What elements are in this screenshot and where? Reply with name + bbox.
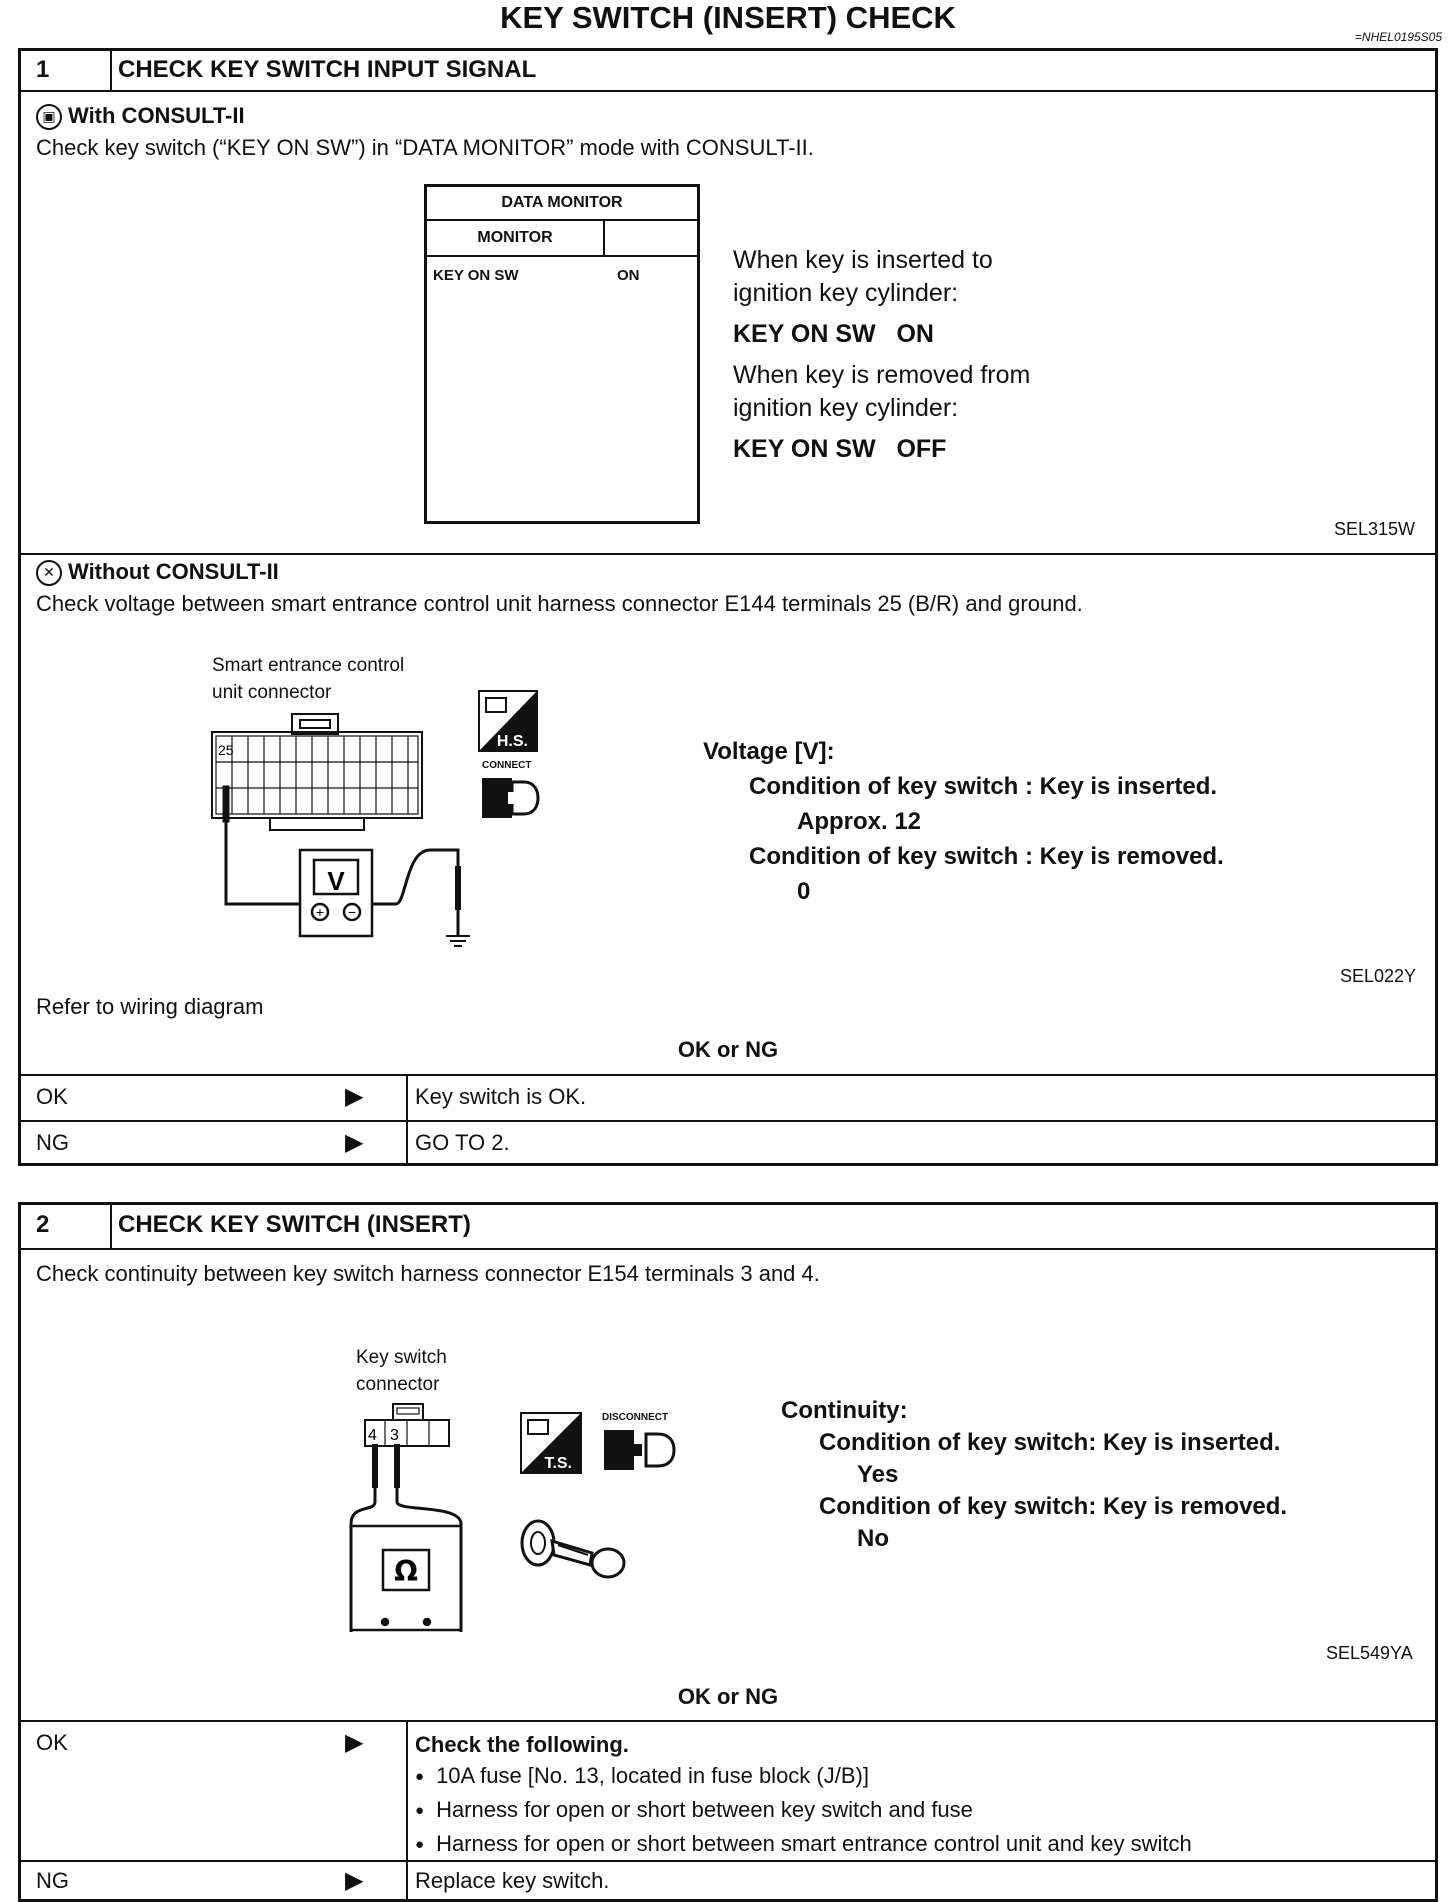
disconnect-icon	[600, 1424, 682, 1476]
figure-code-2: SEL022Y	[1340, 966, 1417, 986]
step1-ok-arrow-icon: ▶	[345, 1083, 364, 1110]
continuity-cond1: Condition of key switch: Key is inserted.	[819, 1429, 1281, 1456]
step1-ok-ng: OK or NG	[677, 1037, 779, 1062]
key-icon	[518, 1515, 638, 1585]
smart-connector-icon	[212, 714, 422, 830]
step2-ok-list	[415, 1760, 1192, 1862]
voltage-val1: Approx. 12	[797, 808, 922, 835]
with-consult-heading	[36, 103, 245, 130]
with-consult-label: With CONSULT-II	[68, 103, 245, 128]
terminal-3: 3	[390, 1427, 399, 1444]
step2-ok-actions	[415, 1730, 1192, 1862]
voltage-cond2: Condition of key switch : Key is removed.	[749, 843, 1224, 870]
probe-positive	[223, 786, 300, 904]
key-connector-label-1: Key switch	[356, 1347, 447, 1368]
document-id: =NHEL0195S05	[1354, 30, 1442, 44]
step1-ok-action: Key switch is OK.	[415, 1084, 587, 1109]
key-switch-connector-icon	[365, 1404, 449, 1446]
page-title: KEY SWITCH (INSERT) CHECK	[500, 0, 956, 35]
consult-result1: KEY ON SW ON	[733, 320, 934, 348]
consult-result2: KEY ON SW OFF	[733, 435, 947, 463]
step1-ng-action[interactable]: GO TO 2.	[415, 1130, 510, 1155]
step2-title: CHECK KEY SWITCH (INSERT)	[118, 1211, 471, 1238]
step2-instruction: Check continuity between key switch harness connector E154 terminals 3 and 4.	[36, 1261, 820, 1286]
step1-ok-label: OK	[36, 1084, 68, 1109]
hs-icon	[478, 690, 538, 752]
consult-icon: ▣	[36, 104, 62, 130]
list-item: ● 10A fuse [No. 13, located in fuse block (J/B)]	[415, 1760, 1192, 1794]
key-connector-label-2: connector	[356, 1374, 440, 1395]
svg-text:T.S.: T.S.	[544, 1455, 572, 1472]
svg-text:+: +	[315, 904, 325, 920]
figure-code-1: SEL315W	[1334, 519, 1416, 539]
continuity-val1: Yes	[857, 1461, 899, 1488]
terminal-4: 4	[368, 1427, 377, 1444]
step1-number: 1	[36, 56, 50, 83]
step2-ng-action: Replace key switch.	[415, 1868, 610, 1893]
list-item: ● Harness for open or short between key switch and fuse	[415, 1794, 1192, 1828]
step2-ok-ng: OK or NG	[677, 1684, 779, 1709]
ts-icon	[520, 1412, 582, 1474]
svg-text:H.S.: H.S.	[496, 733, 528, 750]
disconnect-label: DISCONNECT	[602, 1412, 669, 1423]
ohmmeter-symbol: Ω	[394, 1555, 418, 1588]
connector-label-1: Smart entrance control	[212, 655, 405, 676]
continuity-val2: No	[857, 1525, 889, 1552]
step2-ok-label: OK	[36, 1730, 68, 1755]
continuity-diagram	[345, 1400, 485, 1640]
consult-cond2b: ignition key cylinder:	[733, 394, 959, 422]
step2-ok-heading: Check the following.	[415, 1732, 629, 1757]
step2-number: 2	[36, 1211, 50, 1238]
step2-ok-arrow-icon: ▶	[345, 1729, 364, 1756]
screen-header: DATA MONITOR	[427, 187, 697, 221]
consult-cond1: When key is inserted to	[733, 246, 993, 274]
screen-item-label: KEY ON SW	[433, 267, 519, 284]
consult-cond2: When key is removed from	[733, 361, 1031, 389]
svg-text:−: −	[347, 904, 357, 920]
figure-code-3: SEL549YA	[1326, 1643, 1413, 1663]
step2-ng-arrow-icon: ▶	[345, 1867, 364, 1894]
voltmeter-symbol: V	[327, 866, 345, 896]
list-item: ● Harness for open or short between smart entrance control unit and key switch	[415, 1828, 1192, 1862]
with-consult-instruction: Check key switch (“KEY ON SW”) in “DATA MONITOR” mode with CONSULT-II.	[36, 135, 814, 160]
consult-screen	[424, 184, 700, 524]
voltage-heading: Voltage [V]:	[703, 738, 835, 765]
without-consult-heading	[36, 559, 279, 586]
no-consult-icon: ✕	[36, 560, 62, 586]
step2-ng-label: NG	[36, 1868, 69, 1893]
probe-leads	[351, 1444, 461, 1632]
step1-ng-label: NG	[36, 1130, 69, 1155]
connect-icon	[478, 772, 544, 824]
terminal-25: 25	[218, 742, 234, 758]
voltage-val2: 0	[797, 878, 811, 905]
connector-label-2: unit connector	[212, 682, 332, 703]
consult-cond1b: ignition key cylinder:	[733, 279, 959, 307]
continuity-cond2: Condition of key switch: Key is removed.	[819, 1493, 1288, 1520]
voltage-diagram	[200, 710, 490, 950]
step1-title: CHECK KEY SWITCH INPUT SIGNAL	[118, 56, 537, 83]
refer-wiring-link[interactable]: Refer to wiring diagram	[36, 994, 264, 1019]
without-consult-instruction: Check voltage between smart entrance control unit harness connector E144 terminals 25 (B/R) and ground.	[36, 591, 1083, 616]
continuity-heading: Continuity:	[781, 1397, 908, 1424]
voltage-cond1: Condition of key switch : Key is inserted.	[749, 773, 1218, 800]
connect-label: CONNECT	[482, 760, 532, 771]
ground-icon	[372, 850, 470, 946]
screen-item-value: ON	[617, 267, 640, 284]
step1-ng-arrow-icon: ▶	[345, 1129, 364, 1156]
screen-monitor-column: MONITOR	[427, 221, 605, 257]
without-consult-label: Without CONSULT-II	[68, 559, 279, 584]
